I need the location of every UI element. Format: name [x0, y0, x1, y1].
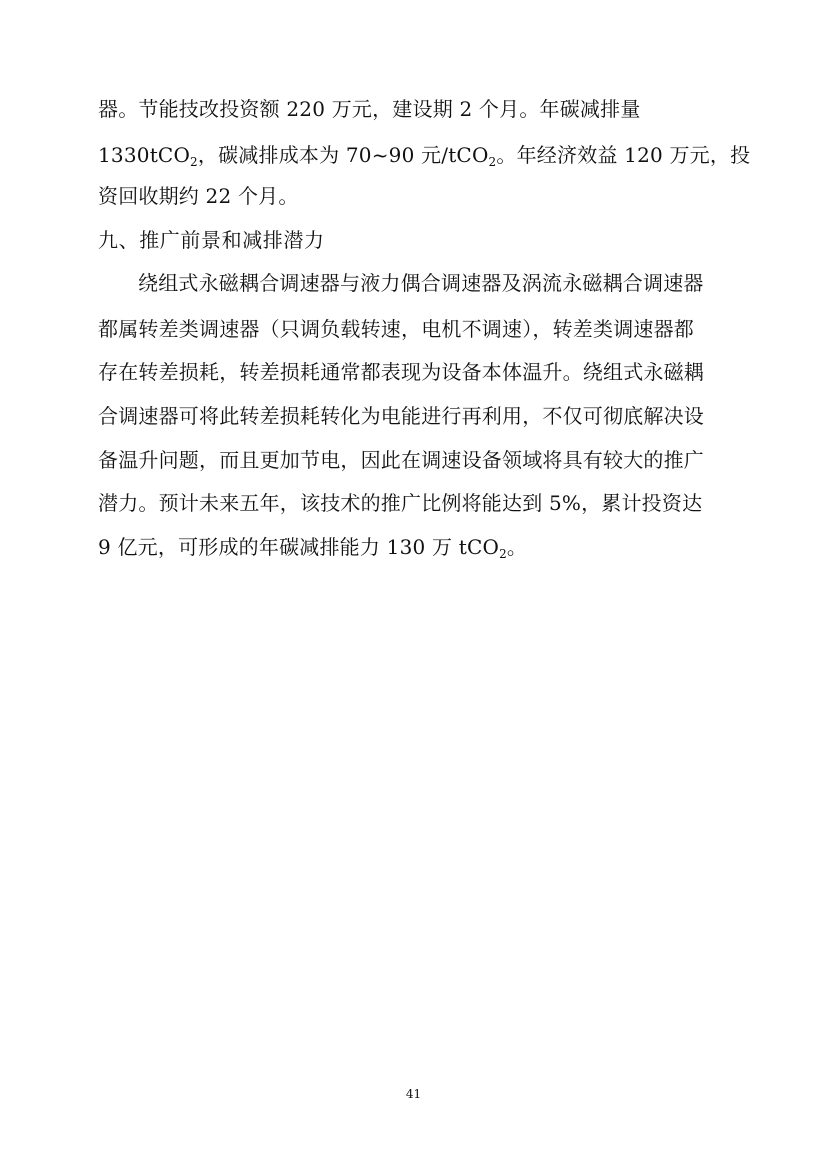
- text-segment: 。: [506, 535, 528, 559]
- text-segment: 1330tCO: [98, 143, 191, 167]
- subscript: 2: [190, 155, 198, 169]
- text-segment: 器。节能技改投资额 220 万元，建设期 2 个月。年碳减排量: [98, 97, 641, 121]
- paragraph-line-4: 合调速器可将此转差损耗转化为电能进行再利用，不仅可彻底解决设: [98, 404, 704, 428]
- text-segment: 。年经济效益 120 万元，投: [496, 143, 751, 167]
- text-segment: ，碳减排成本为 70~90 元/tCO: [197, 143, 489, 167]
- text-line-3: [98, 184, 738, 208]
- paragraph-line-3: 存在转差损耗，转差损耗通常都表现为设备本体温升。绕组式永磁耦: [98, 360, 704, 384]
- paragraph-line-6: 潜力。预计未来五年，该技术的推广比例将能达到 5%，累计投资达: [98, 491, 703, 515]
- text-line-1: [98, 97, 738, 121]
- paragraph-line-2: 都属转差类调速器（只调负载转速，电机不调速），转差类调速器都: [98, 317, 694, 341]
- text-line-2: [98, 143, 751, 169]
- paragraph-line-5: 备温升问题，而且更加节电，因此在调速设备领域将具有较大的推广: [98, 448, 704, 472]
- section-heading: 九、推广前景和减排潜力: [98, 228, 325, 252]
- page-number: 41: [405, 1087, 422, 1101]
- subscript: 2: [499, 547, 507, 561]
- paragraph-line-7: [98, 535, 738, 559]
- text-segment: 9 亿元，可形成的年碳减排能力 130 万 tCO: [98, 535, 500, 559]
- paragraph-line-1: 绕组式永磁耦合调速器与液力偶合调速器及涡流永磁耦合调速器: [138, 271, 704, 295]
- text-segment: 资回收期约 22 个月。: [98, 184, 299, 208]
- subscript: 2: [488, 155, 497, 169]
